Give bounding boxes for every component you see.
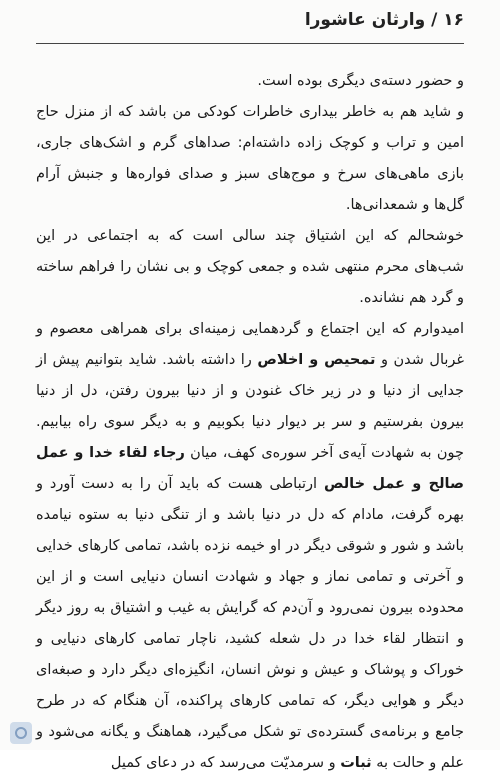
text-run: ارتباطی هست که باید آن را به دست آورد و بهره گرفت، مادام که دل در دنیا باشد و از تنگی دنیا به ستوه نیامده باشد و شور و شوقی دیگر در او خیمه نزده باشد، تمامی کارهای خدایی و آخرتی و تمامی نماز و جهاد و شهادت انسان دنیایی است و از این محدوده بیرون نمی‌رود و آن‌دم که گرایش به غیب و اشتیاق به روز دیگر و انتظار لقاء خدا در دل شعله کشید، ناچار تمامی کارهای دنیایی و خوراک و پوشاک و عیش و نوش انسان، انگیزه‌ای دیگر دارد و صبغه‌ای دیگر و هوایی دیگر، که تمامی کارهای پراکنده، آن هنگام که در طرح جامع و برنامه‌ی گسترده‌ی تو شکل می‌گیرد، هماهنگ و یگانه می‌شود و علم و حالت به [36,476,464,771]
paragraph [36,314,464,779]
watermark-logo-icon [10,722,32,744]
paragraph [36,221,464,314]
text-run: و حضور دسته‌ی دیگری بوده است. [257,73,464,89]
running-head: ۱۶ / وارثان عاشورا [304,10,464,30]
emphasized-phrase: رجاء لقاء خدا و عمل صالح و عمل خالص [36,445,465,492]
text-run: خوشحالم که این اشتیاق چند سالی است که به اجتماعی در این شب‌های محرم منتهی شده و جمعی کوچک و بی نشان را فراهم ساخته و گرد هم نشانده. [36,228,464,306]
header-rule [36,43,464,44]
text-run: امیدوارم که این اجتماع و گردهمایی زمینه‌ای برای همراهی معصوم و غربال شدن و [36,321,464,368]
text-run: و سرمدیّت می‌رسد که در دعای کمیل [110,755,341,771]
text-run: و شاید هم به خاطر بیداری خاطرات کودکی من باشد که از منزل حاج امین و تراب و کوچک زاده داشته‌ام: صداهای گرم و اشک‌های جاری، بازی ماهی‌های سرخ و موج‌های سبز و صدای فواره‌ها و جنبش آرام گل‌ها و شمعدانی‌ها. [36,104,464,213]
text-run: را داشته باشد. شاید بتوانیم پیش از جدایی از دنیا و در زیر خاک غنودن و از دنیا بیرون رفتن، دل از دنیا بیرون بفرستیم و سر بر دیوار دنیا بکوبیم و به دیگر سوی راه بیابیم. چون به شهادت آیه‌ی آخر سوره‌ی کهف، میان [36,352,464,461]
body-text [36,66,464,779]
paragraph [36,97,464,221]
emphasized-phrase: ثبات [340,755,372,771]
paragraph [36,66,464,97]
emphasized-phrase: تمحیص و اخلاص [257,352,376,368]
